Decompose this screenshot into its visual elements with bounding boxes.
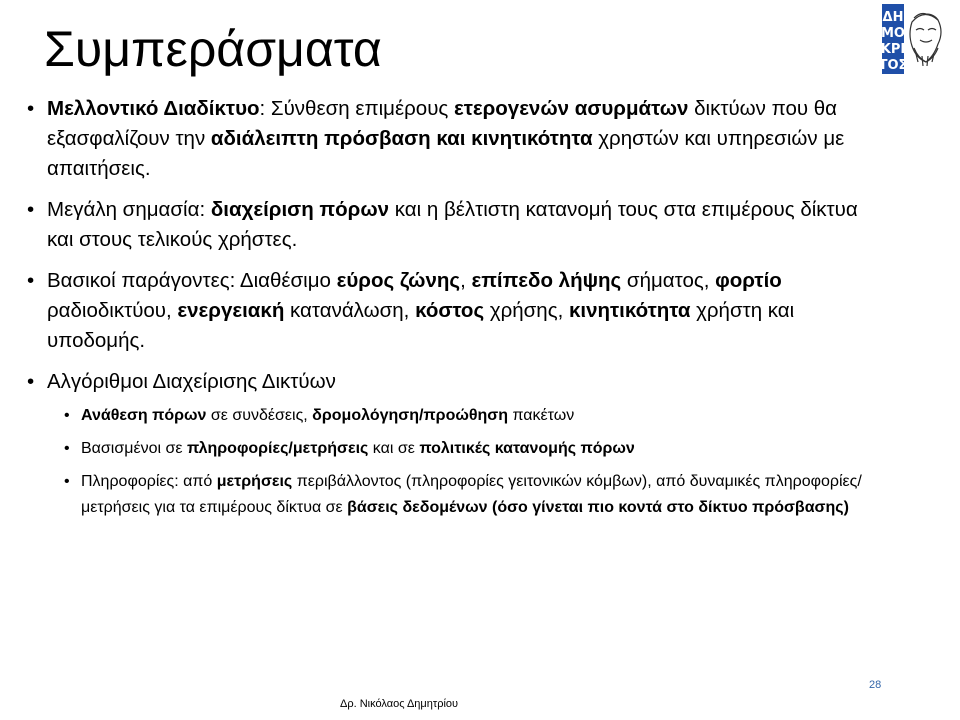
text: χρήσης, <box>484 299 569 322</box>
text: και σε <box>368 440 420 457</box>
text: ραδιοδικτύου, <box>47 299 178 322</box>
text: Βασικοί παράγοντες: Διαθέσιμο <box>47 269 337 292</box>
bullet-importance <box>0 195 887 255</box>
bullet-glyph: • <box>64 407 70 424</box>
text: χρήστη και υποδομής. <box>47 299 795 352</box>
svg-text:ΤΟΣ: ΤΟΣ <box>878 58 908 73</box>
text: Βασισμένοι σε <box>81 440 187 457</box>
text: δικτύων που θα εξασφαλίζουν την <box>47 97 838 150</box>
bold-text: επίπεδο λήψης <box>471 269 622 292</box>
text: : Σύνθεση επιμέρους <box>259 97 454 120</box>
bold-text: εύρος ζώνης <box>336 269 461 292</box>
footer-author: Δρ. Νικόλαος Δημητρίου <box>340 698 459 710</box>
svg-text:ΔΗ: ΔΗ <box>882 10 904 25</box>
bold-text: πολιτικές κατανομής πόρων <box>419 440 635 457</box>
bold-text: πληροφορίες/μετρήσεις <box>186 440 369 457</box>
text: κατανάλωση, <box>284 299 416 322</box>
bullet-glyph: • <box>27 269 35 292</box>
bold-text: Ανάθεση πόρων <box>81 407 207 424</box>
text: σε συνδέσεις, <box>206 407 313 424</box>
bullet-glyph: • <box>64 440 70 457</box>
bold-text: κινητικότητα <box>568 299 691 322</box>
bullet-management-algorithms <box>0 367 887 397</box>
slide-title: Συμπεράσματα <box>44 21 382 77</box>
sub-bullet-information-sources <box>0 469 891 521</box>
text: Μεγάλη σημασία: <box>47 198 211 221</box>
bullet-glyph: • <box>27 370 35 393</box>
slide-content <box>0 94 960 529</box>
bold-text: Μελλοντικό Διαδίκτυο <box>47 97 260 120</box>
bullet-future-internet <box>0 94 887 184</box>
sub-bullet-based-on-information <box>0 436 891 461</box>
bold-text: διαχείριση πόρων <box>210 198 390 221</box>
text: χρηστών και υπηρεσιών με απαιτήσεις. <box>47 127 845 180</box>
bold-text: ετερογενών ασυρμάτων <box>453 97 689 120</box>
bullet-glyph: • <box>27 198 35 221</box>
text: , <box>460 269 472 292</box>
bullet-key-factors <box>0 266 887 356</box>
demokritos-logo-icon <box>878 4 946 74</box>
bold-text: κόστος <box>415 299 485 322</box>
bullet-glyph: • <box>64 473 70 490</box>
svg-text:ΜΟ: ΜΟ <box>881 26 905 41</box>
sub-bullet-resource-allocation <box>0 403 891 428</box>
text: και η βέλτιστη κατανομή τους στα επιμέρους δίκτυα και στους τελικούς χρήστες. <box>47 198 858 251</box>
bullet-glyph: • <box>27 97 35 120</box>
bold-text: βάσεις δεδομένων (όσο γίνεται πιο κοντά στο δίκτυο πρόσβασης) <box>347 499 849 516</box>
svg-text:ΚΡΙ: ΚΡΙ <box>880 42 906 57</box>
bold-text: αδιάλειπτη πρόσβαση και κινητικότητα <box>210 127 593 150</box>
text: πακέτων <box>508 407 575 424</box>
bold-text: ενεργειακή <box>177 299 285 322</box>
text: Πληροφορίες: από <box>81 473 217 490</box>
bold-text: μετρήσεις <box>216 473 293 490</box>
text: σήματος, <box>621 269 716 292</box>
text: περιβάλλοντος (πληροφορίες γειτονικών κόμβων), από δυναμικές πληροφορίες/μετρήσεις για τα επιμέρους δίκτυα σε <box>81 473 862 516</box>
text: Αλγόριθμοι Διαχείρισης Δικτύων <box>47 370 336 393</box>
bold-text: φορτίο <box>715 269 782 292</box>
page-number: 28 <box>869 679 882 691</box>
bold-text: δρομολόγηση/προώθηση <box>312 407 508 424</box>
